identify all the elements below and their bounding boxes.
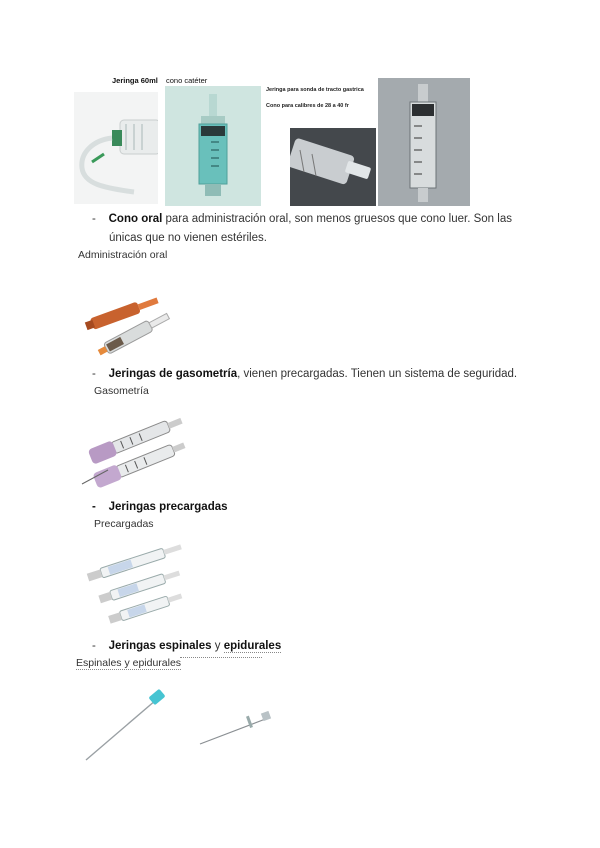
caption-precargadas: Precargadas <box>94 518 154 530</box>
caption-espinales-epidurales: Espinales y epidurales <box>76 657 182 669</box>
caption-administracion-oral: Administración oral <box>78 249 168 261</box>
caption-jeringa-60ml: Jeringa 60ml <box>112 76 158 85</box>
bullet-dash: - <box>92 368 96 380</box>
syringe-cono-cateter-photo <box>165 86 261 206</box>
item-text: , vienen precargadas. Tienen un sistema de seguridad. <box>237 368 518 380</box>
item-precargadas <box>92 498 532 516</box>
caption-sonda-line2: Cono para calibres de 28 a 40 fr <box>266 103 349 109</box>
bullet-dash: - <box>92 640 96 652</box>
caption-gasometria: Gasometría <box>94 385 149 397</box>
bullet-dash: - <box>92 213 96 225</box>
dotted-divider <box>180 657 262 659</box>
epidural-needle-photo <box>196 706 276 750</box>
spinal-needle-photo <box>80 686 170 766</box>
syringe-60ml-photo <box>74 92 158 204</box>
syringe-sonda-photo <box>290 128 376 206</box>
item-title: Cono oral <box>108 213 163 225</box>
item-title: Jeringas de gasometría <box>108 368 238 380</box>
syringe-large-photo <box>378 78 470 206</box>
oral-syringes-photo <box>80 284 176 358</box>
item-title: Jeringas espinales <box>108 640 212 652</box>
item-text-line2: únicas que no vienen estériles. <box>109 232 267 244</box>
prefilled-syringes-photo <box>78 544 188 630</box>
gasometry-syringes-photo <box>78 412 190 494</box>
item-title-2: epidurales <box>223 640 282 652</box>
item-mid: y <box>211 640 224 652</box>
item-espinales-epidurales <box>92 637 532 655</box>
item-cono-oral <box>92 210 532 228</box>
bullet-dash: - <box>92 501 96 513</box>
item-gasometria <box>92 365 532 383</box>
caption-sonda-line1: Jeringa para sonda de tracto gastrica <box>266 87 364 93</box>
item-title: Jeringas precargadas <box>108 501 228 513</box>
caption-cono-cateter: cono catéter <box>166 76 208 85</box>
item-text: para administración oral, son menos gruesos que cono luer. Son las <box>162 213 512 225</box>
